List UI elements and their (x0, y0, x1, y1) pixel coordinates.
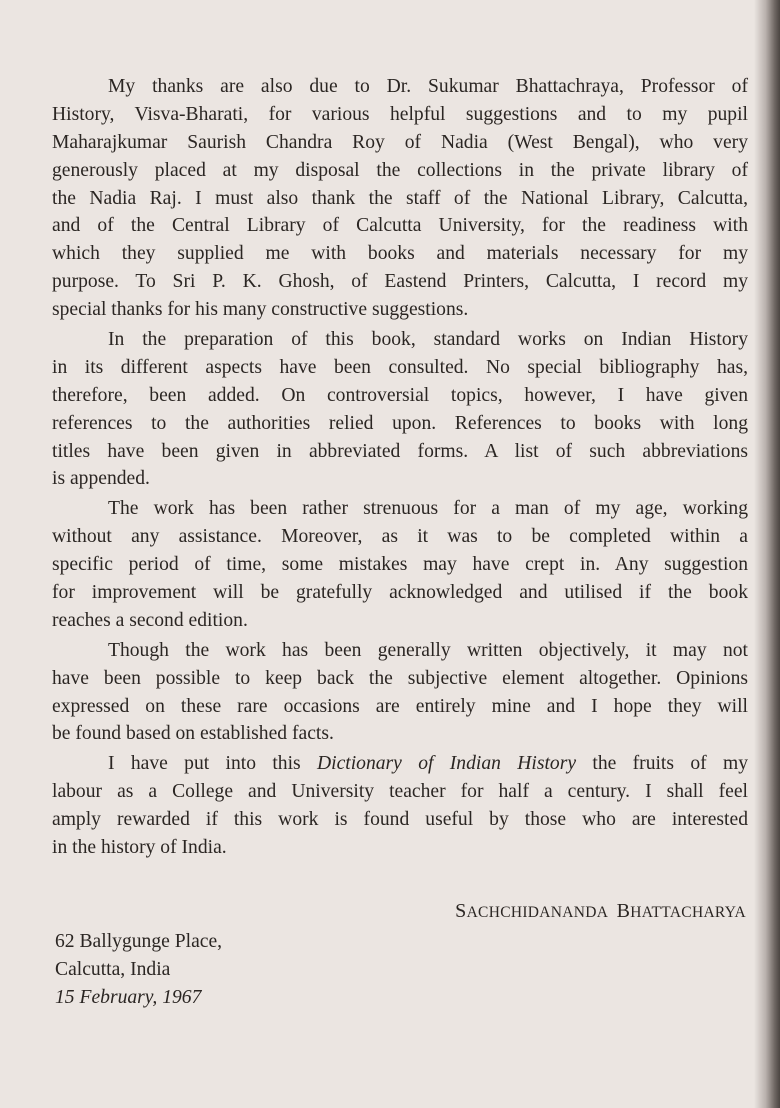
text-line: generously placed at my disposal the collections in the private library of (52, 159, 748, 181)
text-line: have been possible to keep back the subjective element altogether. Opinions (52, 667, 748, 689)
paragraph (52, 73, 748, 324)
text-line: Maharajkumar Saurish Chandra Roy of Nadia (West Bengal), who very (52, 131, 748, 153)
text-line: specific period of time, some mistakes may have crept in. Any suggestion (52, 554, 748, 576)
text-line: and of the Central Library of Calcutta University, for the readiness with (52, 215, 748, 237)
text-line: for improvement will be gratefully acknowledged and utilised if the book (52, 582, 748, 604)
text-line: amply rewarded if this work is found useful by those who are interested (52, 809, 748, 831)
paragraph (52, 326, 748, 493)
text-line: History, Visva-Bharati, for various helpful suggestions and to my pupil (52, 103, 748, 125)
signature-first-name: ACHCHIDANANDA (466, 904, 609, 921)
text-line: reaches a second edition. (52, 609, 248, 631)
text-line: In the preparation of this book, standard works on Indian History (108, 329, 748, 351)
address-street: 62 Ballygunge Place, (55, 931, 223, 952)
text-line: The work has been rather strenuous for a man of my age, working (108, 498, 748, 520)
text-line: the Nadia Raj. I must also thank the staff of the National Library, Calcutta, (52, 187, 748, 209)
text-line: references to the authorities relied upon. References to books with long (52, 412, 748, 434)
author-signature (455, 900, 746, 923)
text-line: in its different aspects have been consulted. No special bibliography has, (52, 356, 748, 378)
text-line: special thanks for his many constructive suggestions. (52, 299, 469, 321)
text-line: therefore, been added. On controversial topics, however, I have given (52, 384, 748, 406)
preface-body (52, 73, 748, 864)
preface-date: 15 February, 1967 (55, 987, 202, 1008)
text-line: be found based on established facts. (52, 723, 334, 745)
signature-last-name: HATTACHARYA (630, 904, 746, 921)
text-line: My thanks are also due to Dr. Sukumar Bhattachraya, Professor of (108, 76, 748, 97)
text-segment: the fruits of my (576, 753, 749, 775)
book-title: Dictionary of Indian History (316, 753, 577, 775)
paragraph (52, 750, 748, 862)
text-line: expressed on these rare occasions are entirely mine and I hope they will (52, 695, 748, 717)
address-city: Calcutta, India (55, 959, 171, 980)
text-line (52, 750, 748, 778)
text-line: without any assistance. Moreover, as it was to be completed within a (52, 526, 748, 548)
text-line: labour as a College and University teacher for half a century. I shall feel (52, 781, 748, 803)
text-line: in the history of India. (52, 837, 227, 859)
text-line: Though the work has been generally written objectively, it may not (108, 639, 748, 661)
text-line: is appended. (52, 468, 150, 490)
text-segment: I have put into this (108, 753, 317, 775)
address-block (55, 928, 222, 1012)
signature-first-initial: S (455, 900, 467, 922)
text-line: purpose. To Sri P. K. Ghosh, of Eastend Printers, Calcutta, I record my (52, 271, 748, 293)
text-line: titles have been given in abbreviated forms. A list of such abbreviations (52, 440, 748, 462)
book-spine-shadow (754, 0, 780, 1108)
paragraph (52, 495, 748, 634)
paragraph (52, 637, 748, 749)
text-line: which they supplied me with books and materials necessary for my (52, 243, 748, 265)
signature-last-initial: B (616, 900, 631, 922)
